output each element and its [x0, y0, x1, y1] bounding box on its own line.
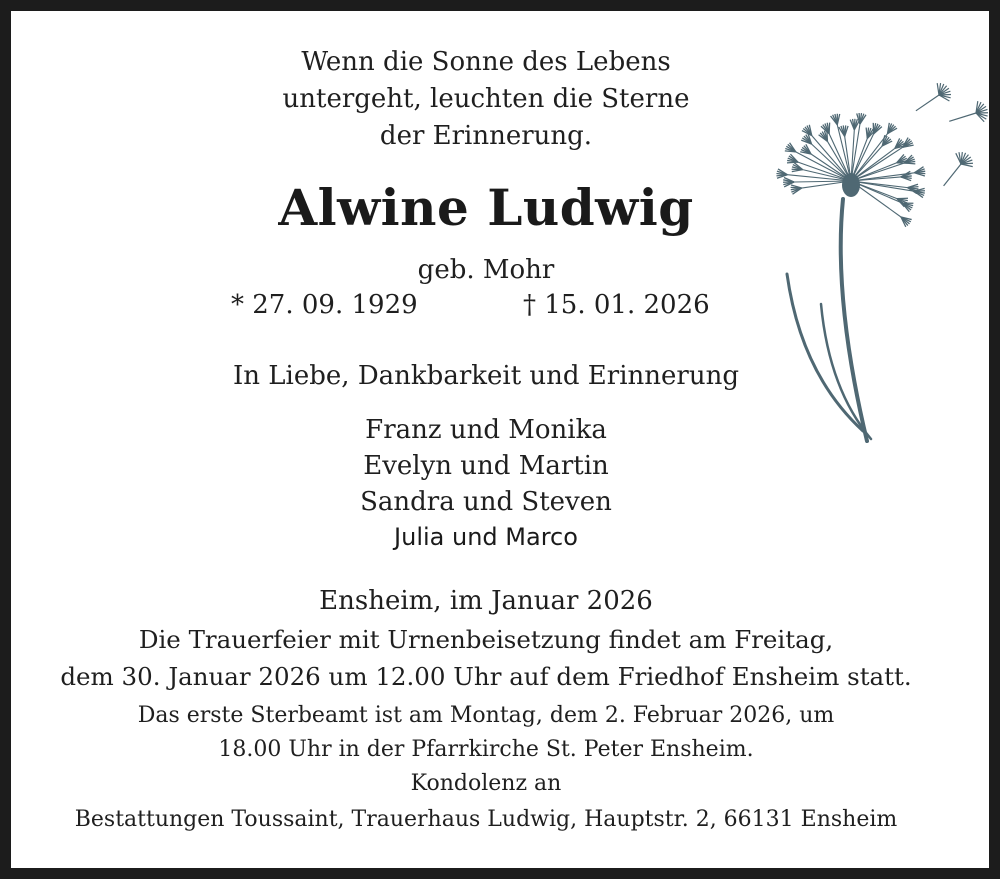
dandelion-illustration — [771, 69, 1000, 459]
death-date: † 15. 01. 2026 — [523, 290, 710, 320]
ceremony-line-2: dem 30. Januar 2026 um 12.00 Uhr auf dem Friedhof Ensheim statt. — [60, 662, 912, 691]
dandelion-stem — [841, 199, 867, 441]
leaf-stem — [787, 274, 863, 431]
flying-seeds — [916, 83, 988, 186]
maiden-name: geb. Mohr — [417, 255, 555, 285]
place-date: Ensheim, im Januar 2026 — [319, 586, 653, 616]
condolence-address: Bestattungen Toussaint, Trauerhaus Ludwig, Hauptstr. 2, 66131 Ensheim — [74, 807, 898, 832]
verse-line-2: untergeht, leuchten die Sterne — [282, 84, 690, 114]
deceased-name: Alwine Ludwig — [278, 178, 694, 237]
ceremony-line-1: Die Trauerfeier mit Urnenbeisetzung findet am Freitag, — [138, 625, 834, 654]
mass-line-2: 18.00 Uhr in der Pfarrkirche St. Peter Ensheim. — [218, 737, 754, 762]
condolence-label: Kondolenz an — [410, 771, 562, 796]
family-member: Julia und Marco — [394, 523, 578, 551]
family-member: Evelyn und Martin — [363, 451, 609, 481]
verse-line-1: Wenn die Sonne des Lebens — [301, 47, 671, 77]
family-member: Franz und Monika — [365, 415, 607, 445]
dedication: In Liebe, Dankbarkeit und Erinnerung — [233, 361, 739, 391]
birth-date: * 27. 09. 1929 — [231, 290, 418, 320]
family-member: Sandra und Steven — [360, 487, 612, 517]
verse-line-3: der Erinnerung. — [379, 121, 593, 151]
mass-line-1: Das erste Sterbeamt ist am Montag, dem 2. Februar 2026, um — [137, 703, 835, 728]
dandelion-seed-head — [776, 113, 925, 227]
